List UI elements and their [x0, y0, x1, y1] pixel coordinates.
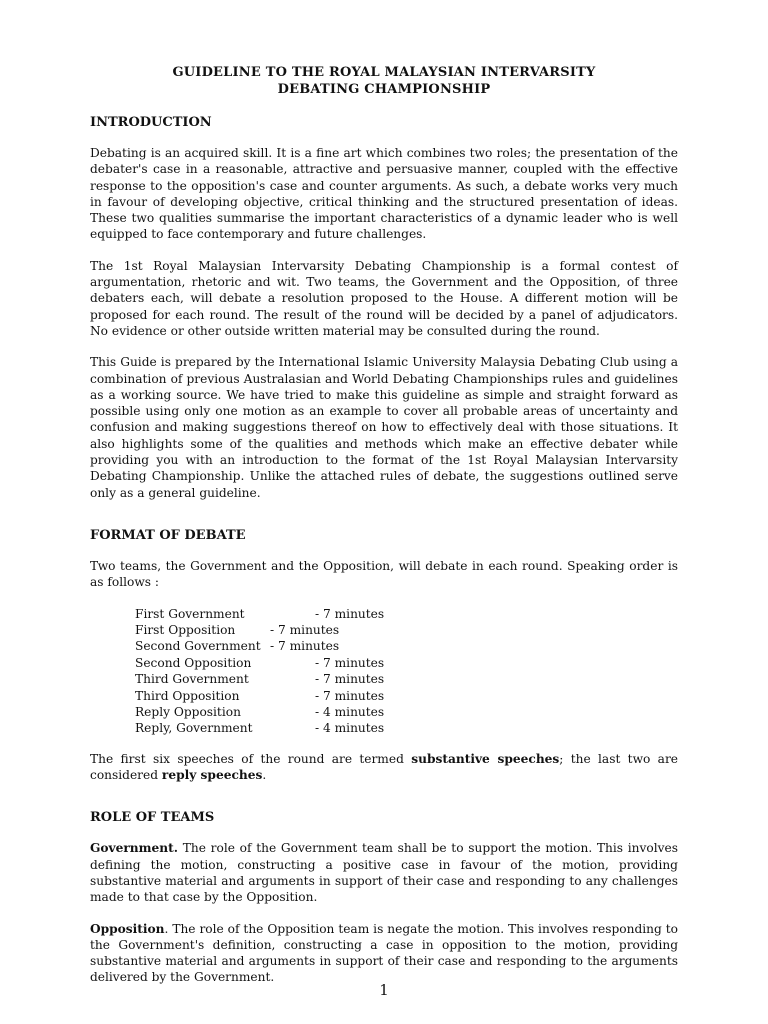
format-intro: Two teams, the Government and the Opposition, will debate in each round. Speaking order is as follows :	[90, 558, 678, 590]
speaker-role: Third Government	[135, 672, 249, 687]
speeches-note-mid: ; the last two are considered	[90, 751, 678, 783]
speaker-role: Reply, Government	[135, 721, 253, 736]
format-heading: FORMAT OF DEBATE	[90, 527, 246, 543]
speaker-role: First Opposition	[135, 622, 236, 637]
speaker-role: Third Opposition	[135, 688, 240, 703]
speaker-row	[135, 655, 678, 671]
opposition-role-text: . The role of the Opposition team is negate the motion. This involves responding to the Government's definition, constructing a case in opposition to the motion, providing substantive material and arguments in support of their case and responding to the arguments delivered by the Government.	[90, 921, 678, 985]
government-role-text: The role of the Government team shall be to support the motion. This involves defining the motion, constructing a positive case in favour of the motion, providing substantive material and arguments in support of their case and responding to any challenges made to that case by the Opposition.	[90, 841, 678, 905]
speaker-row	[135, 671, 678, 687]
speaker-time: - 4 minutes	[315, 721, 385, 736]
roles-heading: ROLE OF TEAMS	[90, 810, 215, 826]
speaker-time: - 7 minutes	[270, 622, 340, 637]
speaker-row	[135, 704, 678, 720]
document-title	[90, 64, 678, 98]
speaker-time: - 4 minutes	[315, 704, 385, 719]
introduction-paragraph-1: Debating is an acquired skill. It is a fine art which combines two roles; the presentation of the debater's case in a reasonable, attractive and persuasive manner, coupled with the effective response to the opposition's case and counter arguments. As such, a debate works very much in favour of developing objective, critical thinking and the structured presentation of ideas. These two qualities summarise the important characteristics of a dynamic leader who is well equipped to face contemporary and future challenges.	[90, 146, 678, 242]
introduction-paragraph-3: This Guide is prepared by the International Islamic University Malaysia Debating Club using a combination of previous Australasian and World Debating Championships rules and guidelines as a working source. We have tried to make this guideline as simple and straight forward as possible using only one motion as an example to cover all probable areas of uncertainty and confusion and making suggestions thereof on how to effectively deal with those situations. It also highlights some of the qualities and methods which make an effective debater while providing you with an introduction to the format of the 1st Royal Malaysian Intervarsity Debating Championship. Unlike the attached rules of debate, the suggestions outlined serve only as a general guideline.	[90, 355, 678, 500]
speeches-note	[90, 751, 678, 784]
reply-speeches-term: reply speeches	[161, 768, 263, 783]
speaker-role: First Government	[135, 606, 245, 621]
speaker-time: - 7 minutes	[270, 639, 340, 654]
speaker-time: - 7 minutes	[315, 672, 385, 687]
speaking-order-list	[135, 606, 678, 737]
speaker-role: Reply Opposition	[135, 704, 241, 719]
speaker-time: - 7 minutes	[315, 606, 385, 621]
speaker-row	[135, 606, 678, 622]
introduction-heading: INTRODUCTION	[90, 115, 212, 130]
speeches-note-end: .	[262, 768, 267, 783]
speaker-role: Second Government	[135, 639, 261, 654]
introduction-paragraph-2: The 1st Royal Malaysian Intervarsity Debating Championship is a formal contest of argumentation, rhetoric and wit. Two teams, the Government and the Opposition, of three debaters each, will debate a resolution proposed to the House. A different motion will be proposed for each round. The result of the round will be decided by a panel of adjudicators. No evidence or other outside written material may be consulted during the round.	[90, 258, 678, 338]
speaker-row	[135, 638, 678, 654]
substantive-speeches-term: substantive speeches	[411, 751, 560, 766]
government-label: Government.	[90, 841, 179, 856]
opposition-role-paragraph	[90, 921, 678, 986]
title-line-2: DEBATING CHAMPIONSHIP	[277, 82, 491, 97]
speaker-time: - 7 minutes	[315, 655, 385, 670]
speaker-time: - 7 minutes	[315, 688, 385, 703]
opposition-label: Opposition	[90, 921, 165, 936]
title-line-1: GUIDELINE TO THE ROYAL MALAYSIAN INTERVARSITY	[172, 65, 596, 80]
speaker-row	[135, 720, 678, 736]
government-role-paragraph	[90, 840, 678, 905]
speaker-role: Second Opposition	[135, 655, 252, 670]
speaker-row	[135, 688, 678, 704]
page-number: 1	[379, 981, 389, 999]
speaker-row	[135, 622, 678, 638]
speeches-note-pre: The first six speeches of the round are termed	[90, 751, 412, 766]
